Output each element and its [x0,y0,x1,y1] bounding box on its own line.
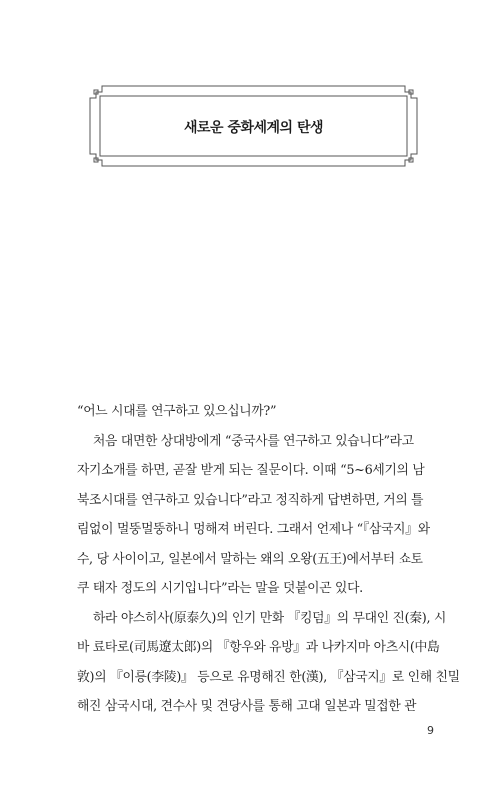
body-line: 수, 당 사이이고, 일본에서 말하는 왜의 오왕(五王)에서부터 쇼토 [77,551,423,567]
chapter-title: 새로운 중화세계의 탄생 [184,120,323,136]
body-line: 敦)의 『이릉(李陵)』 등으로 유명해진 한(漢), 『삼국지』로 인해 친밀 [77,669,460,685]
chapter-title-frame [88,84,419,168]
body-line: 하라 야스히사(原泰久)의 인기 만화 『킹덤』의 무대인 진(秦), 시 [93,610,447,626]
body-line: 림없이 멀뚱멀뚱하니 멍해져 버린다. 그래서 언제나 “『삼국지』와 [77,522,430,537]
body-line: 자기소개를 하면, 곧잘 받게 되는 질문이다. 이때 “5~6세기의 남 [77,463,425,478]
body-line: 북조시대를 연구하고 있습니다”라고 정직하게 답변하면, 거의 틀 [77,492,424,508]
body-line: 바 료타로(司馬遼太郎)의 『항우와 유방』과 나카지마 아츠시(中島 [77,640,440,655]
body-text [77,397,460,722]
body-line: 해진 삼국시대, 견수사 및 견당사를 통해 고대 일본과 밀접한 관 [77,699,417,714]
page-number: 9 [427,724,434,737]
body-line: 처음 대면한 상대방에게 “중국사를 연구하고 있습니다”라고 [93,433,414,449]
body-line: 쿠 태자 정도의 시기입니다”라는 말을 덧붙이곤 있다. [77,581,363,596]
body-line: “어느 시대를 연구하고 있으십니까?” [77,404,277,419]
